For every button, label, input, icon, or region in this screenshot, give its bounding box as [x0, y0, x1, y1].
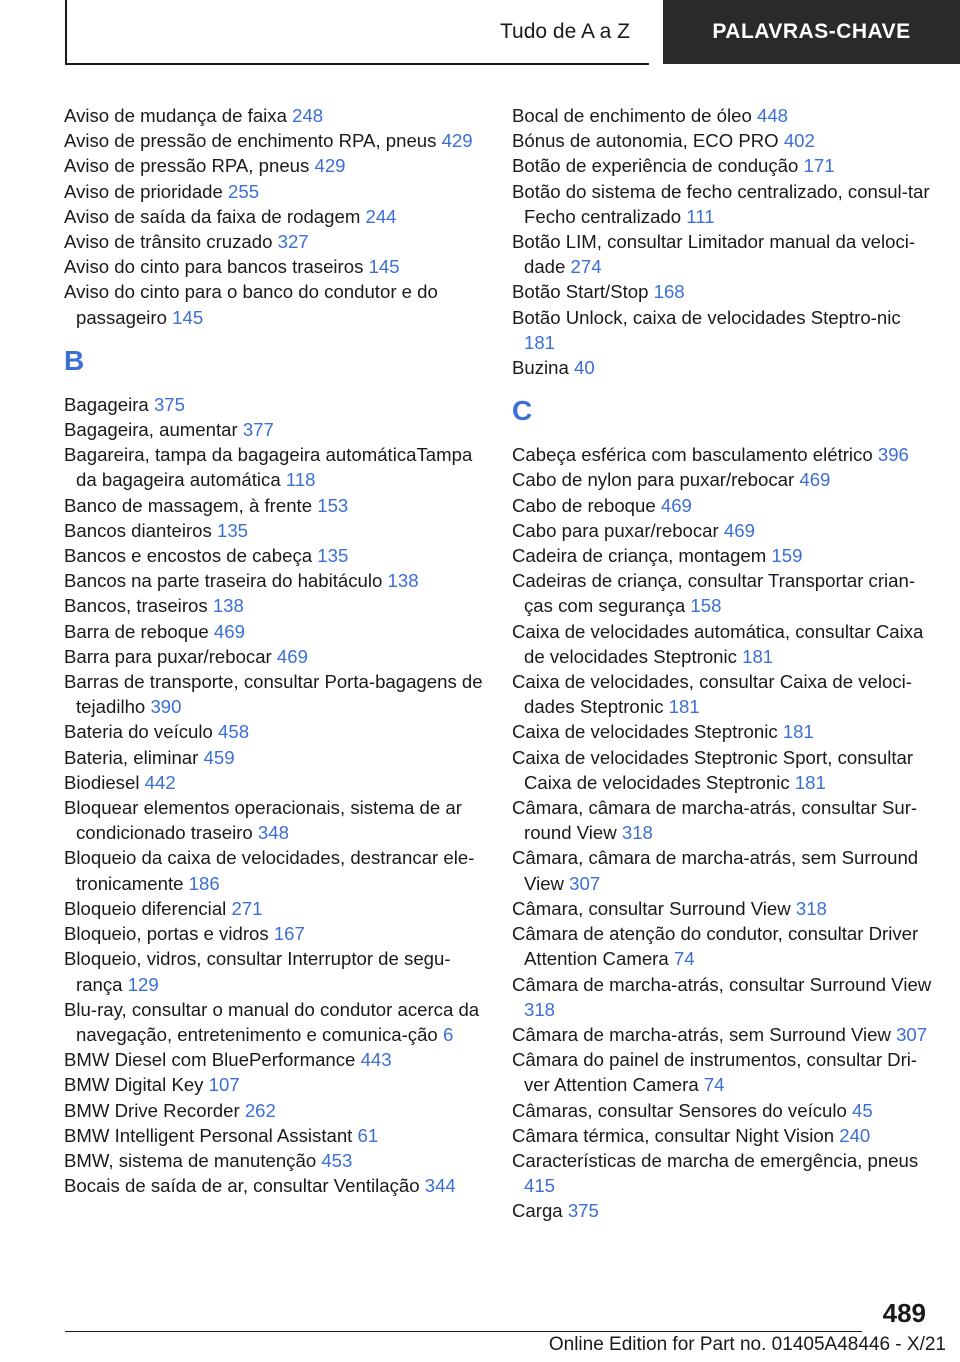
index-entry-text: Aviso de prioridade: [64, 180, 223, 202]
index-page-link[interactable]: 145: [368, 256, 400, 278]
index-entry-text: BMW Intelligent Personal Assistant: [64, 1124, 353, 1146]
index-entry: [64, 946, 484, 996]
index-page-link[interactable]: 448: [757, 105, 789, 126]
index-entry: [512, 518, 932, 543]
index-page-link[interactable]: 244: [365, 205, 397, 227]
index-entry: [64, 128, 484, 153]
index-entry: [64, 229, 484, 254]
index-page-link[interactable]: 74: [703, 1074, 725, 1096]
index-page-link[interactable]: 274: [570, 256, 602, 278]
index-entry-text: Biodiesel: [64, 771, 140, 793]
index-page-link[interactable]: 138: [212, 595, 244, 617]
index-entry-text: Câmaras, consultar Sensores do veículo: [512, 1099, 847, 1121]
index-entry: [512, 128, 932, 153]
index-entry-text: Bancos, traseiros: [64, 595, 208, 617]
index-entry-text: Bocal de enchimento de óleo: [512, 105, 752, 126]
index-page-link[interactable]: 167: [273, 923, 305, 945]
index-entry: [512, 1098, 932, 1123]
index-page-link[interactable]: 344: [424, 1175, 456, 1197]
index-entry: [512, 1198, 932, 1223]
index-entry-text: Bagareira, tampa da bagageira automáticaTampa da bagageira automática: [64, 444, 473, 491]
index-page-link[interactable]: 138: [387, 570, 419, 592]
index-entry-text: BMW Diesel com BluePerformance: [64, 1049, 356, 1071]
index-page-link[interactable]: 458: [218, 721, 250, 743]
index-entry: [64, 1148, 484, 1173]
index-entry-text: Banco de massagem, à frente: [64, 494, 313, 516]
index-page-link[interactable]: 135: [216, 519, 249, 541]
index-page-link[interactable]: 375: [153, 393, 185, 415]
index-entry-text: Bloqueio diferencial: [64, 897, 227, 919]
index-entry-text: Aviso de pressão de enchimento RPA, pneus: [64, 130, 437, 152]
index-entry: [64, 493, 484, 518]
index-entry-text: Botão Unlock, caixa de velocidades Steptro-nic: [512, 306, 901, 328]
index-entry-text: Aviso do cinto para o banco do condutor e do passageiro: [64, 281, 438, 328]
index-entry: [64, 719, 484, 744]
index-entry-text: Barra de reboque: [64, 620, 209, 642]
index-entry-text: Câmara de marcha-atrás, sem Surround View: [512, 1023, 891, 1045]
index-page-link[interactable]: 159: [771, 545, 803, 567]
index-entry: [512, 845, 932, 895]
index-page-link[interactable]: 181: [524, 331, 556, 353]
index-entry-text: Bocais de saída de ar, consultar Ventilação: [64, 1175, 420, 1197]
index-entry-text: Cabo de reboque: [512, 494, 656, 516]
index-entry-text: Caixa de velocidades, consultar Caixa de veloci-dades Steptronic: [512, 671, 912, 718]
index-entry: [512, 669, 932, 719]
index-entry: [512, 305, 932, 355]
index-entry-text: Câmara, câmara de marcha-atrás, sem Surround View: [512, 847, 919, 894]
index-entry-text: Câmara, câmara de marcha-atrás, consultar Sur-round View: [512, 797, 918, 844]
index-page-link[interactable]: 181: [668, 696, 700, 718]
index-column-right: [512, 103, 932, 1224]
index-entry-text: Bloqueio, portas e vidros: [64, 923, 269, 945]
index-entry: [64, 644, 484, 669]
index-entry: [64, 770, 484, 795]
index-entry-text: Barras de transporte, consultar Porta-bagagens de tejadilho: [64, 671, 483, 718]
index-page-link[interactable]: 415: [524, 1175, 556, 1197]
index-entry: [64, 619, 484, 644]
footer-text: Online Edition for Part no. 01405A48446 - X/21: [548, 1334, 946, 1355]
index-page-link[interactable]: 469: [276, 645, 308, 667]
index-entry: [64, 845, 484, 895]
index-page-link[interactable]: 145: [172, 306, 204, 328]
index-entry: [512, 467, 932, 492]
index-page-link[interactable]: 61: [357, 1124, 379, 1146]
index-entry-text: Cadeiras de criança, consultar Transportar crian-ças com segurança: [512, 570, 916, 617]
index-page-link[interactable]: 318: [795, 897, 827, 919]
index-entry-text: Cabo para puxar/rebocar: [512, 519, 719, 541]
index-page-link[interactable]: 469: [660, 494, 692, 516]
index-page-link[interactable]: 307: [896, 1023, 928, 1045]
index-entry-text: Caixa de velocidades Steptronic Sport, consultar Caixa de velocidades Steptronic: [512, 746, 914, 793]
index-entry: [512, 442, 932, 467]
index-entry: [64, 1098, 484, 1123]
index-entry-text: Bancos e encostos de cabeça: [64, 545, 313, 567]
index-entry: [64, 745, 484, 770]
index-entry-text: Bateria do veículo: [64, 721, 213, 743]
index-entry: [64, 795, 484, 845]
index-entry: [64, 921, 484, 946]
index-page-link[interactable]: 240: [839, 1124, 871, 1146]
index-entry: [64, 392, 484, 417]
index-page-link[interactable]: 153: [317, 494, 349, 516]
index-entry: [512, 1148, 932, 1198]
index-letter-heading: B: [64, 344, 85, 376]
index-entry-text: Cabeça esférica com basculamento elétrico: [512, 444, 873, 466]
index-entry: [512, 1123, 932, 1148]
index-entry: [512, 719, 932, 744]
footer-rule: [65, 1331, 862, 1332]
index-page-link[interactable]: 248: [292, 105, 324, 126]
index-entry: [512, 153, 932, 178]
index-entry-text: Botão de experiência de condução: [512, 155, 799, 177]
index-entry-text: Bagageira: [64, 393, 149, 415]
index-entry-text: Aviso de mudança de faixa: [64, 105, 287, 126]
index-entry: [64, 442, 484, 492]
index-page-link[interactable]: 168: [653, 281, 685, 303]
index-entry: [512, 229, 932, 279]
index-entry: [64, 179, 484, 204]
index-page-link[interactable]: 40: [574, 357, 595, 379]
index-entry: [512, 921, 932, 971]
index-page-link[interactable]: 181: [794, 771, 826, 793]
index-entry: [64, 204, 484, 229]
index-page-link[interactable]: 390: [150, 696, 182, 718]
index-entry: [64, 568, 484, 593]
index-entry-text: Caixa de velocidades Steptronic: [512, 721, 778, 743]
index-page-link[interactable]: 396: [877, 444, 909, 466]
index-entry-text: Câmara do painel de instrumentos, consultar Dri-ver Attention Camera: [512, 1049, 918, 1096]
index-entry: [64, 1047, 484, 1072]
index-entry-text: Barra para puxar/rebocar: [64, 645, 272, 667]
index-entry: [512, 179, 932, 229]
index-page-link[interactable]: 271: [231, 897, 263, 919]
index-entry-text: Blu-ray, consultar o manual do condutor acerca da navegação, entretenimento e comunica-ção: [64, 998, 480, 1045]
index-entry-text: Cabo de nylon para puxar/rebocar: [512, 469, 795, 491]
index-entry-text: Bloquear elementos operacionais, sistema de ar condicionado traseiro: [64, 797, 462, 844]
index-entry: [64, 1072, 484, 1097]
index-page-link[interactable]: 375: [567, 1200, 599, 1222]
index-page-link[interactable]: 6: [442, 1023, 454, 1045]
index-entry-text: Bagageira, aumentar: [64, 419, 238, 441]
index-entry: [64, 997, 484, 1047]
index-entry: [64, 279, 484, 329]
index-page-link[interactable]: 45: [852, 1099, 873, 1121]
index-entry-text: BMW Digital Key: [64, 1074, 204, 1096]
index-page-link[interactable]: 318: [621, 822, 653, 844]
index-entry-text: Câmara térmica, consultar Night Vision: [512, 1124, 835, 1146]
index-entry-text: Cadeira de criança, montagem: [512, 545, 767, 567]
index-entry-text: Bancos dianteiros: [64, 519, 212, 541]
index-entry: [64, 1173, 484, 1198]
index-entry: [512, 493, 932, 518]
index-entry-text: Bónus de autonomia, ECO PRO: [512, 130, 779, 152]
index-page-link[interactable]: 111: [686, 205, 715, 227]
index-entry-text: Bancos na parte traseira do habitáculo: [64, 570, 383, 592]
index-page-link[interactable]: 459: [203, 746, 235, 768]
index-entry: [64, 518, 484, 543]
index-entry-text: Câmara de atenção do condutor, consultar Driver Attention Camera: [512, 923, 919, 970]
index-entry-text: Aviso de saída da faixa de rodagem: [64, 205, 361, 227]
index-page-link[interactable]: 307: [569, 872, 601, 894]
index-entry-text: Carga: [512, 1200, 563, 1222]
index-entry-text: BMW Drive Recorder: [64, 1099, 240, 1121]
index-entry: [512, 543, 932, 568]
index-entry-text: BMW, sistema de manutenção: [64, 1149, 317, 1171]
index-entry: [512, 1047, 932, 1097]
index-page-link[interactable]: 255: [228, 180, 260, 202]
index-page-link[interactable]: 429: [314, 155, 346, 177]
index-entry-text: Botão do sistema de fecho centralizado, consul-tar Fecho centralizado: [512, 180, 930, 227]
index-page-link[interactable]: 469: [213, 620, 245, 642]
header-rule-left: [65, 0, 67, 64]
index-column-left: [64, 103, 484, 1198]
index-entry: [512, 745, 932, 795]
index-entry-text: Buzina: [512, 357, 569, 379]
index-page-link[interactable]: 181: [742, 645, 774, 667]
index-page-link[interactable]: 453: [321, 1149, 353, 1171]
index-entry-text: Bloqueio da caixa de velocidades, destrancar ele-tronicamente: [64, 847, 475, 894]
section-title: Tudo de A a Z: [500, 20, 630, 43]
index-entry: [512, 279, 932, 304]
index-entry: [64, 669, 484, 719]
index-page-link[interactable]: 118: [285, 469, 316, 491]
index-entry: [512, 103, 932, 128]
index-page-link[interactable]: 107: [208, 1074, 240, 1096]
index-entry: [512, 355, 932, 380]
index-entry: [64, 103, 484, 128]
index-entry: [64, 896, 484, 921]
index-page-link[interactable]: 429: [441, 130, 473, 152]
index-entry: [64, 417, 484, 442]
index-entry: [512, 896, 932, 921]
index-page-link[interactable]: 318: [524, 998, 556, 1020]
index-page-link[interactable]: 74: [673, 948, 695, 970]
index-page-link[interactable]: 262: [244, 1099, 276, 1121]
index-page-link[interactable]: 327: [277, 231, 309, 253]
index-page-link[interactable]: 469: [799, 469, 831, 491]
index-page-link[interactable]: 443: [360, 1049, 392, 1071]
index-entry-text: Câmara, consultar Surround View: [512, 897, 791, 919]
index-page-link[interactable]: 402: [783, 130, 815, 152]
index-entry-text: Caixa de velocidades automática, consultar Caixa de velocidades Steptronic: [512, 620, 924, 667]
index-entry: [64, 593, 484, 618]
index-entry-text: Botão LIM, consultar Limitador manual da veloci-dade: [512, 231, 916, 278]
index-entry: [64, 254, 484, 279]
index-page-link[interactable]: 377: [242, 419, 274, 441]
index-entry: [512, 1022, 932, 1047]
page-number: 489: [882, 1298, 926, 1328]
index-entry-text: Aviso de pressão RPA, pneus: [64, 155, 310, 177]
index-page-link[interactable]: 129: [127, 973, 159, 995]
page-header: [0, 0, 960, 66]
index-entry-text: Aviso de trânsito cruzado: [64, 231, 273, 253]
index-page-link[interactable]: 186: [188, 872, 220, 894]
index-letter-heading: C: [512, 395, 533, 427]
index-entry: [512, 972, 932, 1022]
index-entry: [64, 1123, 484, 1148]
index-entry-text: Características de marcha de emergência, pneus: [512, 1149, 919, 1171]
index-entry: [64, 153, 484, 178]
index-page-link[interactable]: 181: [782, 721, 814, 743]
index-page-link[interactable]: 348: [257, 822, 289, 844]
chapter-title: PALAVRAS-CHAVE: [663, 0, 960, 64]
index-entry: [64, 543, 484, 568]
index-entry-text: Bloqueio, vidros, consultar Interruptor de segu-rança: [64, 948, 451, 995]
index-page-link[interactable]: 469: [723, 519, 755, 541]
index-entry-text: Câmara de marcha-atrás, consultar Surround View: [512, 973, 932, 995]
index-entry-text: Aviso do cinto para bancos traseiros: [64, 256, 364, 278]
index-page-link[interactable]: 442: [144, 771, 176, 793]
index-entry: [512, 619, 932, 669]
index-page-link[interactable]: 158: [690, 595, 722, 617]
index-entry-text: Bateria, eliminar: [64, 746, 199, 768]
index-entry-text: Botão Start/Stop: [512, 281, 649, 303]
index-entry: [512, 568, 932, 618]
index-page-link[interactable]: 171: [803, 155, 835, 177]
index-page-link[interactable]: 135: [317, 545, 349, 567]
index-entry: [512, 795, 932, 845]
